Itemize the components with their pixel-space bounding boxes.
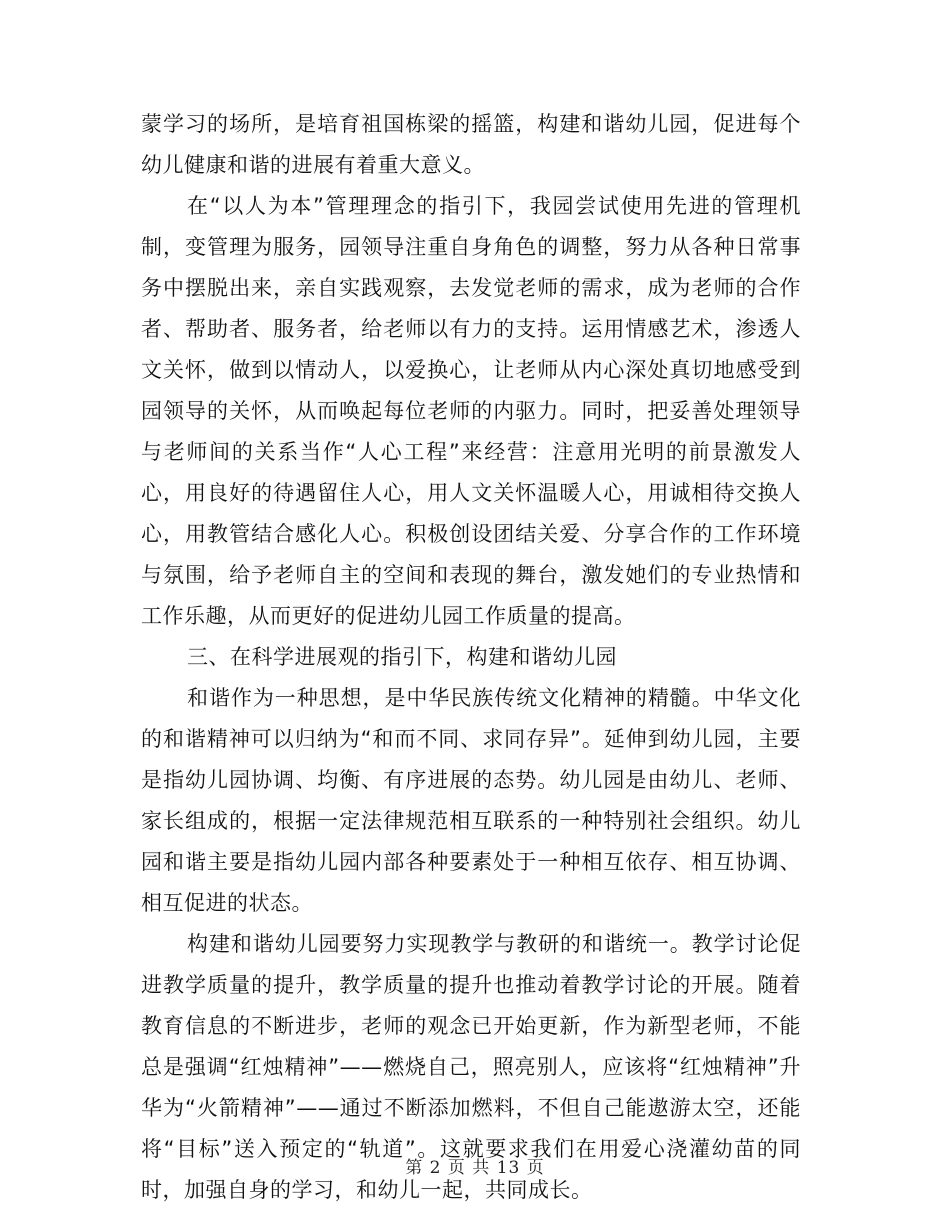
paragraph-harmony: 和谐作为一种思想，是中华民族传统文化精神的精髓。中华文化的和谐精神可以归纳为“和而不同、求同存异”。延伸到幼儿园，主要是指幼儿园协调、均衡、有序进展的态势。幼儿园是由幼儿、老师、家长组成的，根据一定法律规范相互联系的一种特别社会组织。幼儿园和谐主要是指幼儿园内部各种要素处于一种相互依存、相互协调、相互促进的状态。	[141, 686, 801, 915]
paragraph-management: 在“以人为本”管理理念的指引下，我园尝试使用先进的管理机制，变管理为服务，园领导注重自身角色的调整，努力从各种日常事务中摆脱出来，亲自实践观察，去发觉老师的需求，成为老师的合作者、帮助者、服务者，给老师以有力的支持。运用情感艺术，渗透人文关怀，做到以情动人，以爱换心，让老师从内心深处真切地感受到园领导的关怀，从而唤起每位老师的内驱力。同时，把妥善处理领导与老师间的关系当作“人心工程”来经营：注意用光明的前景激发人心，用良好的待遇留住人心，用人文关怀温暖人心，用诚相待交换人心，用教管结合感化人心。积极创设团结关爱、分享合作的工作环境与氛围，给予老师自主的空间和表现的舞台，激发她们的专业热情和工作乐趣，从而更好的促进幼儿园工作质量的提高。	[141, 194, 801, 628]
document-body	[141, 104, 801, 1211]
section-heading: 三、在科学进展观的指引下，构建和谐幼儿园	[187, 645, 617, 669]
page-number-footer: 第 2 页 共 13 页	[405, 1158, 545, 1178]
paragraph-teaching: 构建和谐幼儿园要努力实现教学与教研的和谐统一。教学讨论促进教学质量的提升，教学质量的提升也推动着教学讨论的开展。随着教育信息的不断进步，老师的观念已开始更新，作为新型老师，不能总是强调“红烛精神”——燃烧自己，照亮别人，应该将“红烛精神”升华为“火箭精神”——通过不断添加燃料，不但自己能遨游太空，还能将“目标”送入预定的“轨道”。这就要求我们在用爱心浇灌幼苗的同时，加强自身的学习，和幼儿一起，共同成长。	[141, 932, 801, 1202]
paragraph-continued: 蒙学习的场所，是培育祖国栋梁的摇篮，构建和谐幼儿园，促进每个幼儿健康和谐的进展有着重大意义。	[141, 112, 801, 177]
